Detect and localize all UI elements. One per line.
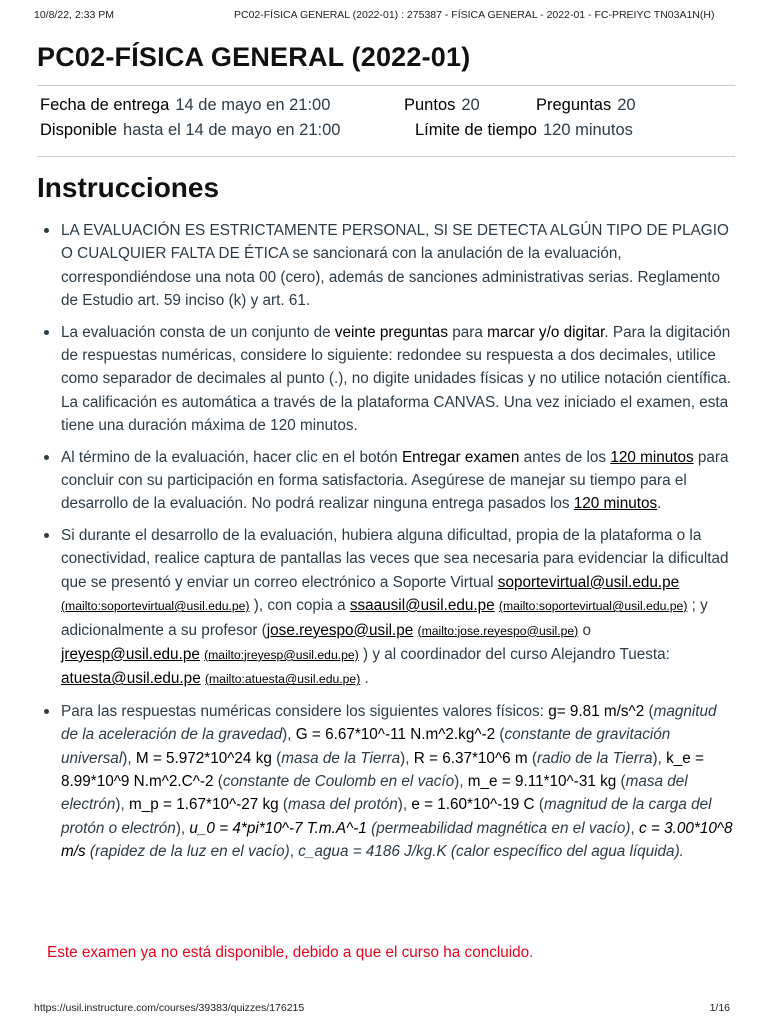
- item3-text: Al término de la evaluación, hacer clic en el botón: [61, 448, 402, 466]
- points-value: 20: [461, 96, 480, 114]
- instructions-heading: Instrucciones: [37, 172, 220, 203]
- available-value: hasta el 14 de mayo en 21:00: [123, 121, 341, 139]
- time-limit-label: Límite de tiempo: [415, 121, 537, 139]
- list-item: [61, 524, 733, 692]
- print-date: 10/8/22, 2:33 PM: [34, 9, 114, 21]
- time-emphasis: 120 minutos: [573, 495, 658, 513]
- constant-M: M = 5.972*10^24 kg: [135, 749, 272, 767]
- item2-text: La evaluación consta de un conjunto de: [61, 323, 335, 341]
- item4-text: .: [360, 670, 369, 688]
- email-link-soporte[interactable]: soportevirtual@usil.edu.pe: [497, 573, 680, 591]
- constant-desc: masa de la Tierra: [281, 749, 401, 767]
- constant-ke: k_e = 8.99*10^9 N.m^2.C^-2: [61, 749, 704, 790]
- submit-exam-reference: Entregar examen: [401, 448, 520, 466]
- questions-value: 20: [617, 96, 636, 114]
- list-item: [61, 219, 733, 313]
- constant-desc: rapidez de la luz en el vacío: [95, 843, 285, 861]
- constant-me: m_e = 9.11*10^-31 kg: [467, 772, 617, 790]
- item3-text: para concluir con su participación en forma satisfactoria. Asegúrese de manejar su tiempo para el desarrollo de la evaluación. No podrá realizar ninguna entrega pasados los: [61, 448, 729, 513]
- questions-label: Preguntas: [536, 96, 612, 114]
- mailto-link-profesor[interactable]: (mailto:jose.reyespo@usil.pe): [417, 623, 579, 638]
- constant-desc: constante de gravitación universal: [61, 726, 671, 767]
- list-item: [61, 321, 733, 438]
- constant-g: g= 9.81 m/s^2: [548, 702, 645, 720]
- item4-text: Si durante el desarrollo de la evaluación, hubiera alguna dificultad, propia de la plataforma o la conectividad, realice captura de pantallas las veces que sea necesaria para evidenciar la dificultad que se presentó y enviar un correo electrónico a Soporte Virtual: [61, 526, 729, 591]
- constant-desc: magnitud de la aceleración de la gravedad: [61, 702, 717, 744]
- constant-desc: constante de Coulomb en el vacío: [222, 772, 455, 790]
- divider-bottom: [37, 156, 735, 157]
- item2-text: para: [447, 323, 488, 341]
- item4-text: ), con copia a: [249, 597, 350, 615]
- page-number: 1/16: [709, 1002, 730, 1014]
- item4-text: ; y adicionalmente a su profesor (: [61, 597, 708, 639]
- item5-text: Para las respuestas numéricas considere los siguientes valores físicos:: [61, 702, 549, 720]
- unavailable-notice: Este examen ya no está disponible, debido a que el curso ha concluido.: [47, 944, 534, 961]
- due-date-label: Fecha de entrega: [40, 96, 170, 114]
- mailto-link-soporte[interactable]: (mailto:soportevirtual@usil.edu.pe): [61, 599, 250, 614]
- constant-G: G = 6.67*10^-11 N.m^2.kg^-2: [295, 726, 496, 744]
- constant-desc: masa del electrón: [61, 772, 688, 814]
- email-link-coordinador[interactable]: atuesta@usil.edu.pe: [61, 670, 201, 688]
- item4-text: o: [578, 621, 591, 639]
- item4-text: ) y al coordinador del curso Alejandro Tuesta:: [358, 645, 670, 663]
- constant-desc: magnitud de la carga del protón o electrón: [61, 796, 712, 837]
- instructions-list: [37, 219, 733, 864]
- questions: [536, 96, 636, 115]
- item3-text: .: [657, 495, 662, 513]
- item2-text: . Para la digitación de respuestas numéricas, considere lo siguiente: redondee su respuesta a dos decimales, utilice como separador de decimales al punto (.), no digite unidades físicas y no utilice notación científica. La calificación es automática a través de la plataforma CANVAS. Una vez iniciado el examen, esta tiene una duración máxima de 120 minutos.: [61, 323, 732, 435]
- item2-highlight: veinte preguntas: [334, 323, 448, 341]
- mailto-link-coordinador[interactable]: (mailto:atuesta@usil.edu.pe): [204, 672, 361, 687]
- item3-text: antes de los: [519, 448, 611, 466]
- email-link-profesor[interactable]: jose.reyespo@usil.pe: [266, 621, 414, 639]
- constant-e: e = 1.60*10^-19 C: [411, 796, 535, 814]
- mailto-link-ssaausil[interactable]: (mailto:soportevirtual@usil.edu.pe): [498, 599, 688, 614]
- divider-top: [37, 85, 735, 86]
- constant-cagua: c_agua = 4186 J/kg.K (calor específico del agua líquida).: [298, 843, 684, 861]
- print-document-title: PC02-FÍSICA GENERAL (2022-01) : 275387 - FÍSICA GENERAL - 2022-01 - FC-PREIYC TN03A1N(H): [234, 9, 715, 21]
- constant-c: c = 3.00*10^8 m/s: [61, 819, 733, 861]
- constant-mp: m_p = 1.67*10^-27 kg: [129, 796, 279, 814]
- instructions-body: [37, 219, 733, 872]
- points: [404, 96, 480, 115]
- time-limit-value: 120 minutos: [542, 121, 633, 139]
- item1-text: LA EVALUACIÓN ES ESTRICTAMENTE PERSONAL, SI SE DETECTA ALGÚN TIPO DE PLAGIO O CUALQUIER FALTA DE ÉTICA se sancionará con la anulación de la evaluación, correspondiéndose una nota 00 (cero), además de sanciones administrativas serias. Reglamento de Estudio art. 59 inciso (k) y art. 61.: [61, 222, 729, 310]
- due-date-value: 14 de mayo en 21:00: [175, 96, 331, 114]
- list-item: Para las respuestas numéricas considere los siguientes valores físicos: g= 9.81 m/s^2 (magnitud de la aceleración de la gravedad), G = 6.67*10^-11 N.m^2.kg^-2 (constante de gravitación universal), M = 5.972*10^24 kg (masa de la Tierra), R = 6.37*10^6 m (radio de la Tierra), k_e = 8.99*10^9 N.m^2.C^-2 (constante de Coulomb en el vacío), m_e = 9.11*10^-31 kg (masa del electrón), m_p = 1.67*10^-27 kg (masa del protón), e = 1.60*10^-19 C (magnitud de la carga del protón o electrón), u_0 = 4*pi*10^-7 T.m.A^-1 (permeabilidad magnética en el vacío), c = 3.00*10^8 m/s (rapidez de la luz en el vacío), c_agua = 4186 J/kg.K (calor específico del agua líquida).: [61, 700, 733, 864]
- constant-desc: radio de la Tierra: [536, 749, 653, 767]
- email-link-ssaausil[interactable]: ssaausil@usil.edu.pe: [349, 597, 495, 615]
- time-limit: [415, 121, 633, 140]
- item2-highlight: marcar y/o digitar: [487, 323, 605, 341]
- constant-desc: permeabilidad magnética en el vacío: [376, 819, 626, 837]
- available: [40, 121, 340, 140]
- email-link-profesor-alt[interactable]: jreyesp@usil.edu.pe: [61, 645, 200, 663]
- constant-desc: masa del protón: [288, 796, 398, 814]
- mailto-link-profesor-alt[interactable]: (mailto:jreyesp@usil.edu.pe): [204, 647, 359, 662]
- page-title: PC02-FÍSICA GENERAL (2022-01): [37, 42, 471, 72]
- print-url: https://usil.instructure.com/courses/39383/quizzes/176215: [34, 1002, 305, 1014]
- available-label: Disponible: [40, 121, 118, 139]
- constant-R: R = 6.37*10^6 m: [413, 749, 528, 767]
- constant-u0: u_0 = 4*pi*10^-7 T.m.A^-1: [189, 819, 367, 837]
- points-label: Puntos: [404, 96, 456, 114]
- due-date: [40, 96, 330, 115]
- time-emphasis: 120 minutos: [610, 448, 694, 466]
- list-item: [61, 446, 733, 516]
